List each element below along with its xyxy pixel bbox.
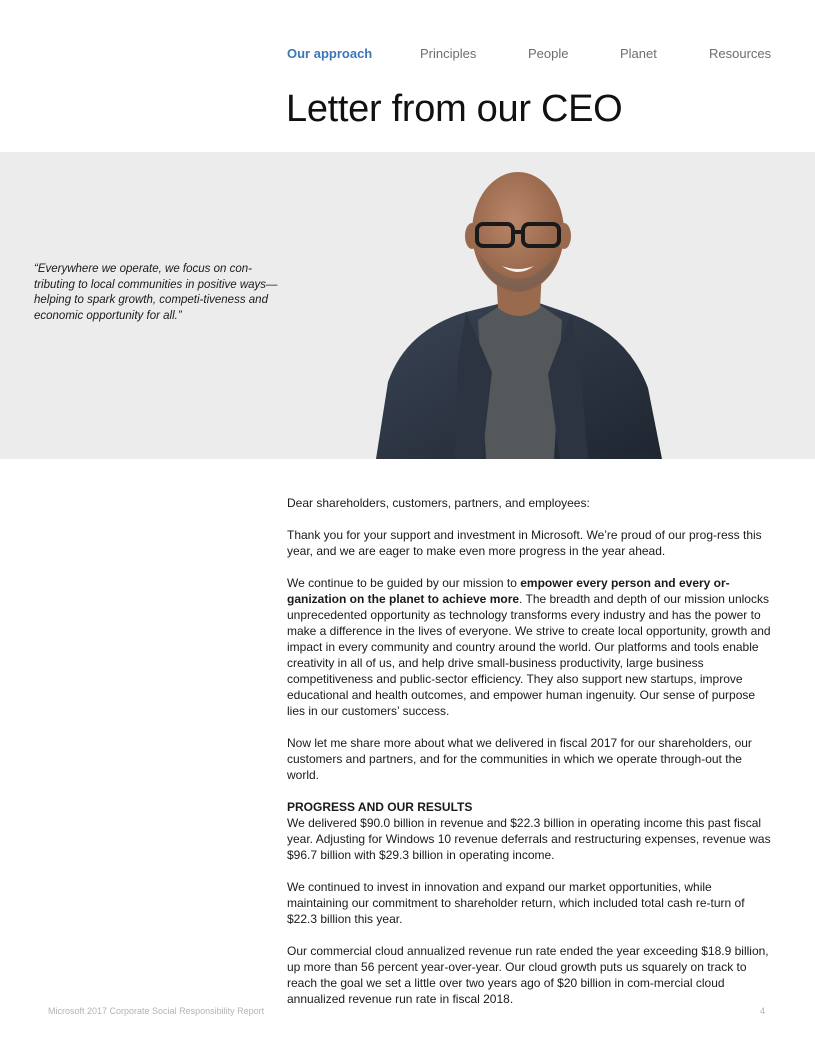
ceo-quote: “Everywhere we operate, we focus on con-tributing to local communities in positive ways—helping to spark growth, competi-tiveness and economic opportunity for all.” (34, 263, 278, 322)
mission-rest: . The breadth and depth of our mission unlocks unprecedented opportunity as technology transforms every industry and has the power to make a difference in the lives of everyone. We strive to create local opportunity, growth and impact in every community and country around the world. Our platforms and tools enable creativity in all of us, and help drive small-business productivity, large business competitiveness and public-sector efficiency. They also support new startups, improve educational and health outcomes, and empower human ingenuity. Our sense of purpose lies in our customers’ success. (287, 592, 771, 718)
letter-paragraph: We continued to invest in innovation and expand our market opportunities, while maintaining our commitment to shareholder return, which included total cash re-turn of $22.3 billion this year. (287, 880, 745, 926)
letter-paragraph: Now let me share more about what we delivered in fiscal 2017 for our shareholders, our customers and partners, and for the communities in which we operate through-out the world. (287, 736, 752, 782)
ceo-portrait (366, 152, 666, 459)
letter-paragraph: We delivered $90.0 billion in revenue and $22.3 billion in operating income this past fiscal year. Adjusting for Windows 10 revenue deferrals and restructuring expenses, revenue was $96.7 billion with $29.3 billion in operating income. (287, 816, 771, 862)
letter-paragraph: Thank you for your support and investment in Microsoft. We’re proud of our prog-ress this year, and we are eager to make even more progress in the year ahead. (287, 528, 762, 558)
letter-paragraph: Our commercial cloud annualized revenue run rate ended the year exceeding $18.9 billion, up more than 56 percent year-over-year. Our cloud growth puts us squarely on track to reach the goal we set a little over two years ago of $20 billion in com-mercial cloud annualized revenue run rate in fiscal 2018. (287, 944, 769, 1006)
salutation: Dear shareholders, customers, partners, and employees: (287, 496, 590, 510)
letter-paragraph-mission (287, 575, 771, 719)
page-title: Letter from our CEO (286, 88, 623, 130)
mission-intro: We continue to be guided by our mission to (287, 576, 521, 590)
letter-body (287, 495, 771, 1023)
footer-page-number: 4 (760, 1006, 766, 1016)
nav-item-planet[interactable]: Planet (620, 46, 657, 61)
section-heading: PROGRESS AND OUR RESULTS (287, 800, 473, 814)
footer-report-name: Microsoft 2017 Corporate Social Responsibility Report (48, 1006, 265, 1016)
nav-item-resources[interactable]: Resources (709, 46, 772, 61)
nav-item-our-approach[interactable]: Our approach (287, 46, 373, 61)
top-nav (0, 46, 815, 64)
nav-item-principles[interactable]: Principles (420, 46, 477, 61)
mission-statement: empower every person and every or-ganization on the planet to achieve more (287, 576, 730, 606)
nav-item-people[interactable]: People (528, 46, 569, 61)
